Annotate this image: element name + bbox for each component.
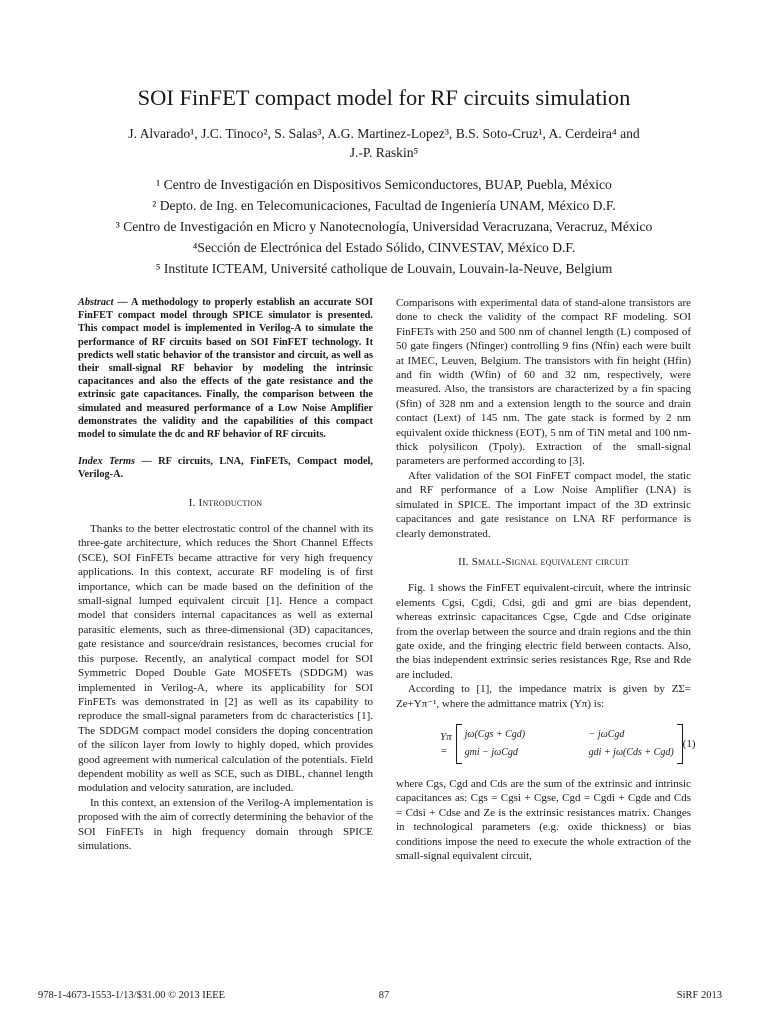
body-paragraph-1: Comparisons with experimental data of stand-alone transistors are done to check the validity of the compact RF modeling. SOI FinFETs with 250 and 500 nm of channel length (L) composed of 50 gate fingers (Nfinger) controlling 9 fins (Nfin) each were built at IMEC, Leuven, Belgium. The transistors with fin height (Hfin) and fin width (Wfin) of 60 and 32 nm, respectively, were measured. Also, the transistors are characterized by a fin spacing (Sfin) of 328 nm and a extension length to the source and drain contact (Lext) of 145 nm. The gate stack is formed by 2 nm equivalent oxide thickness (EOT), 5 nm of TiN metal and 100 nm-thick polysilicon (Tpoly). Extraction of the small-signal parameters are performed according to [3]. <box>396 297 691 468</box>
intro-paragraph-1: Thanks to the better electrostatic control of the channel with its three-gate architecture, which reduces the Short Channel Effects (SCE), SOI FinFETs became attractive for very high frequency applications. In this context, accurate RF modeling is of first importance, which can be made based on the definition of the small-signal lumped equivalent circuit [1]. Hence a compact model that considers internal capacitances as well as external parasitic elements, such as three-dimensional (3D) capacitances, gate resistance and source/drain resistances, becomes crucial for this purpose. Recently, an analytical compact model for SOI Symmetric Doped Double Gate MOSFETs (SDDGM) was implemented in Verilog-A, where its applicability for SOI FinFETs was demonstrated in [2] as well as its capability to reproduce the small-signal parameters from dc characteristics [1]. The SDDGM compact model considers the doping concentration of the silicon layer from lowly to highly doped, which provides good agreement with numerical calculation of the potentials. Field dependent mobility as well as SCE, such as DIBL, channel length modulation and velocity saturation, are included. <box>78 523 373 795</box>
right-column <box>396 296 696 863</box>
intro-paragraph-2: In this context, an extension of the Verilog-A implementation is proposed with the aim of correctly determining the behavior of the SOI FinFETs in high frequency domain through SPICE simulations. <box>78 796 373 852</box>
body-paragraph-5: where Cgs, Cgd and Cds are the sum of the extrinsic and intrinsic capacitances as: Cgs = Cgsi + Cgse, Cgd = Cgdi + Cgde and Cds = Cdsi + Cdse and Ze is the extrinsic resistances matrix. Changes in technological parameters (e.g. oxide thickness) or bias conditions impose the need to execute the whole extraction of the small-signal equivalent circuit, <box>396 777 691 862</box>
section-heading-small-signal: II. Small-Signal equivalent circuit <box>458 555 629 568</box>
affiliation-list <box>40 174 728 279</box>
affiliation-3: ³ Centro de Investigación en Micro y Nanotecnología, Universidad Veracruzana, Veracruz, México <box>115 219 653 234</box>
equation-1 <box>396 721 696 767</box>
affiliation-1: ¹ Centro de Investigación en Dispositivos Semiconductores, BUAP, Puebla, México <box>156 177 612 192</box>
abstract <box>78 296 373 441</box>
section-heading-introduction: I. Introduction <box>188 496 263 509</box>
matrix-cell: gmi − jωCgd <box>464 746 518 758</box>
abstract-text: — A methodology to properly establish an accurate SOI FinFET compact model through SPICE simulator is presented. This compact model is implemented in Verilog-A to simulate the performance of RF circuits based on SOI FinFET technology. It predicts well static behavior of the transistor and circuit, as well as their small-signal RF behavior by modeling the intrinsic capacitances and also the effects of the gate resistance and the extrinsic gate capacitances. Finally, the comparison between the simulated and measured performance of a Low Noise Amplifier demonstrates the validity and the capabilities of this compact model to simulate the dc and RF behavior of RF circuits. <box>78 297 373 441</box>
equation-number: (1) <box>682 737 696 750</box>
index-terms-text: — RF circuits, LNA, FinFETs, Compact model, Verilog-A. <box>78 456 373 481</box>
index-terms-label: Index Terms <box>78 456 135 468</box>
body-paragraph-3: Fig. 1 shows the FinFET equivalent-circuit, where the intrinsic elements Cgsi, Cgdi, Cdsi, gdi and gmi are bias dependent, whereas extrinsic capacitances Cgse, Cgde and Cdse originate from the overlap between the source and drain regions and the thin gate oxide, and the fringing electric field between contacts. Also, the bias independent extrinsic series resistances Rge, Rse and Rde are included. <box>396 582 691 681</box>
equation-lhs: Yπ = <box>440 730 452 757</box>
footer-page-number: 87 <box>378 990 390 1001</box>
index-terms <box>78 455 373 481</box>
matrix-row-2 <box>465 744 674 762</box>
paper-title: SOI FinFET compact model for RF circuits simulation <box>137 85 631 110</box>
affiliation-2: ² Depto. de Ing. en Telecomunicaciones, Facultad de Ingeniería UNAM, México D.F. <box>152 198 616 213</box>
admittance-matrix <box>456 724 683 764</box>
abstract-label: Abstract <box>78 297 114 308</box>
footer-conference: SiRF 2013 <box>676 990 722 1001</box>
matrix-row-1 <box>465 726 674 744</box>
authors-line-1: J. Alvarado¹, J.C. Tinoco², S. Salas³, A.G. Martinez-Lopez³, B.S. Soto-Cruz¹, A. Cerdeira⁴ and <box>128 126 640 141</box>
author-list <box>60 124 708 162</box>
affiliation-5: ⁵ Institute ICTEAM, Université catholique de Louvain, Louvain-la-Neuve, Belgium <box>155 261 613 276</box>
equation-body <box>440 724 683 764</box>
authors-line-2: J.-P. Raskin⁵ <box>349 145 419 160</box>
body-paragraph-2: After validation of the SOI FinFET compact model, the static and RF performance of a Low Noise Amplifier (LNA) is simulated in SPICE. The important impact of the 3D extrinsic capacitances and gate resistance on LNA RF performance is clearly demonstrated. <box>396 469 691 540</box>
matrix-cell: gdi + jω(Cds + Cgd) <box>588 746 674 758</box>
affiliation-4: ⁴Sección de Electrónica del Estado Sólido, CINVESTAV, México D.F. <box>192 240 576 255</box>
footer-copyright: 978-1-4673-1553-1/13/$31.00 © 2013 IEEE <box>38 990 226 1001</box>
body-paragraph-4: According to [1], the impedance matrix is given by ZΣ= Ze+Yπ⁻¹, where the admittance matrix (Yπ) is: <box>396 683 691 710</box>
matrix-cell: jω(Cgs + Cgd) <box>464 728 526 740</box>
left-column <box>78 296 373 853</box>
matrix-cell: − jωCgd <box>588 728 625 740</box>
